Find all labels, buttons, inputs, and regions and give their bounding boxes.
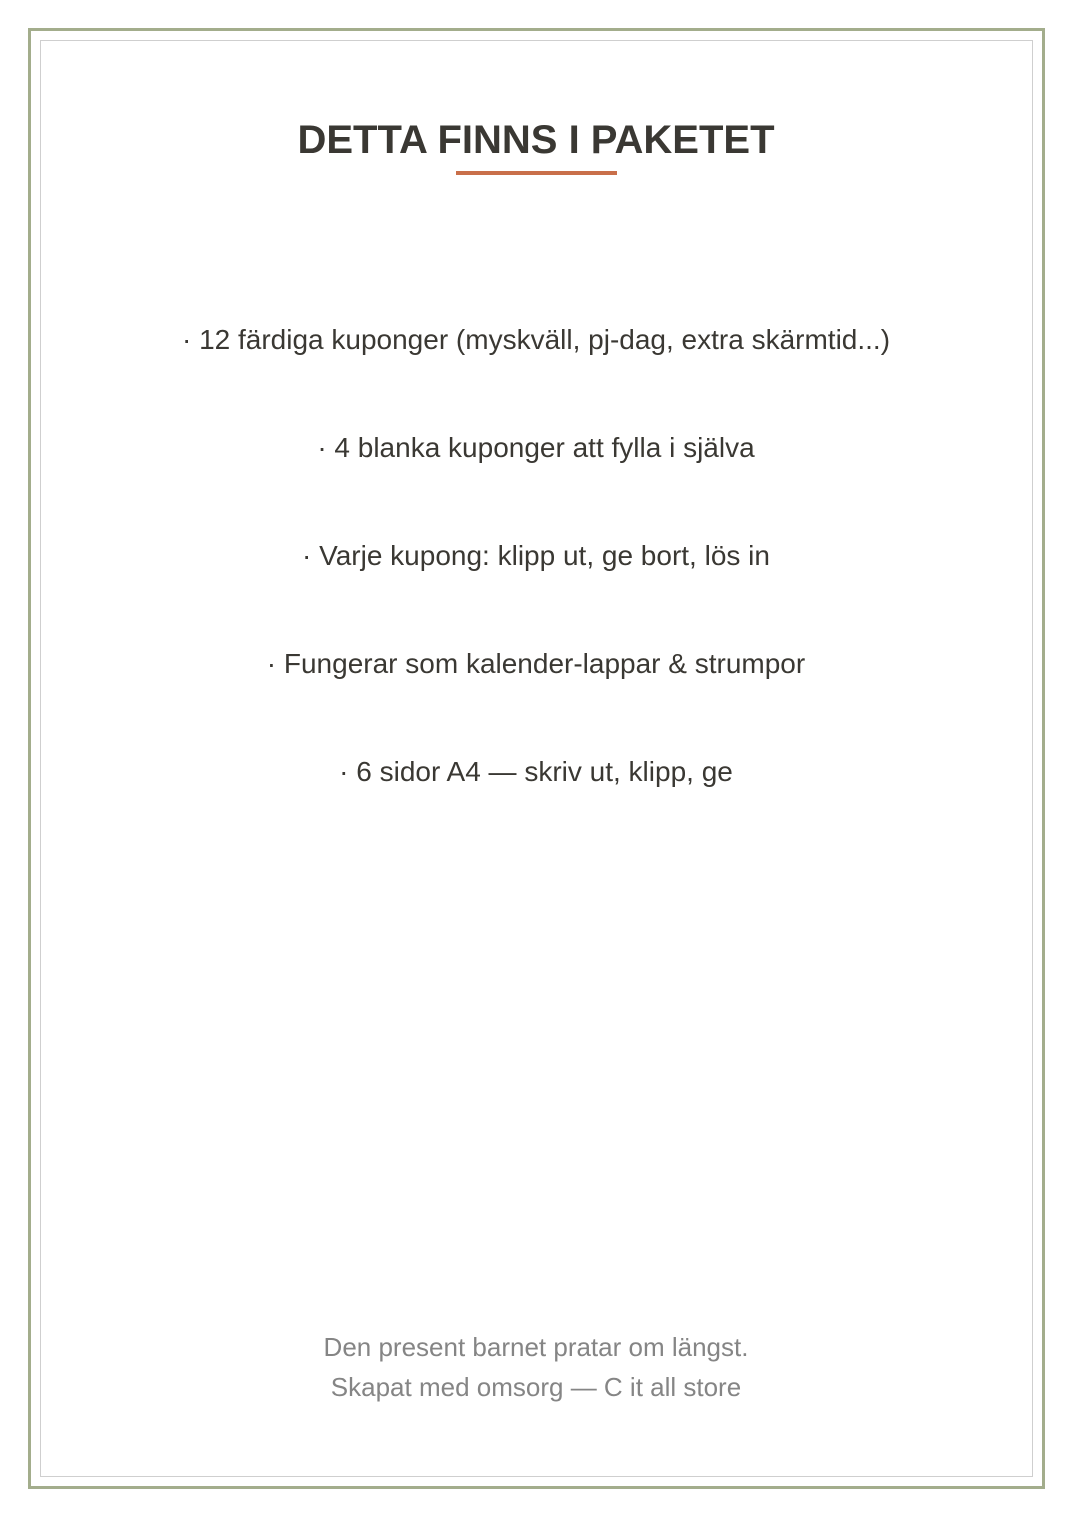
feature-item: · Fungerar som kalender-lappar & strumpor <box>266 648 806 679</box>
feature-item: · 12 färdiga kuponger (myskväll, pj-dag, extra skärmtid...) <box>181 324 891 355</box>
feature-item: · 6 sidor A4 — skriv ut, klipp, ge <box>339 756 733 787</box>
footer-tagline: Den present barnet pratar om längst. <box>323 1332 749 1362</box>
footer <box>0 1327 1072 1407</box>
feature-item: · 4 blanka kuponger att fylla i själva <box>317 432 755 463</box>
feature-item: · Varje kupong: klipp ut, ge bort, lös in <box>302 540 770 571</box>
footer-credit: Skapat med omsorg — C it all store <box>330 1372 742 1402</box>
title-underline <box>456 171 617 175</box>
feature-list <box>0 316 1072 856</box>
page-title: DETTA FINNS I PAKETET <box>297 118 775 162</box>
